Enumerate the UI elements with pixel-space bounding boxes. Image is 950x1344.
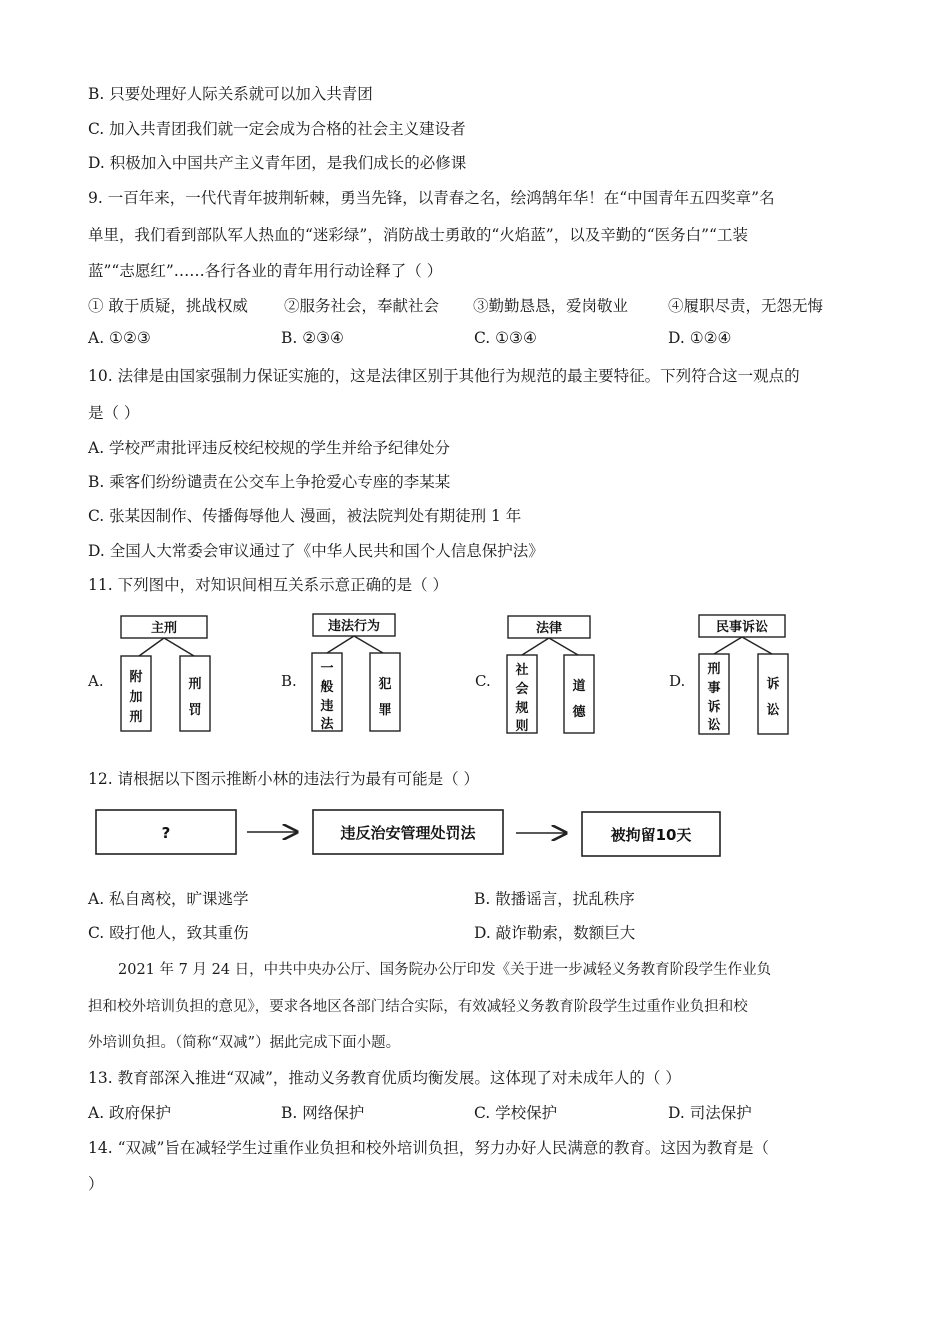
diagram-c-left-2: 会 (515, 682, 529, 697)
q13-choice-b: B. 网络保护 (281, 1104, 365, 1122)
q14-stem-line1: 14. “双减”旨在减轻学生过重作业负担和校外培训负担，努力办好人民满意的教育。这因为教育是（ (88, 1139, 769, 1157)
q12-option-d: D. 敲诈勒索，数额巨大 (474, 924, 636, 942)
diagram-a-left-3: 刑 (129, 710, 143, 725)
q9-choice-d: D. ①②④ (668, 329, 732, 347)
q10-option-d: D. 全国人大常委会审议通过了《中华人民共和国个人信息保护法》 (88, 542, 544, 560)
diagram-c-label: C. (475, 672, 491, 690)
diagram-a-label: A. (88, 672, 104, 690)
q13-choice-a: A. 政府保护 (88, 1104, 172, 1122)
q12-option-c: C. 殴打他人，致其重伤 (88, 924, 249, 942)
diagram-c-right-1: 道 (572, 679, 586, 694)
diagram-b-left-2: 般 (320, 680, 334, 695)
diagram-c-right-2: 德 (572, 705, 586, 720)
q9-item-2: ②服务社会，奉献社会 (284, 297, 440, 315)
diagram-c-left-1: 社 (515, 663, 529, 678)
passage-line1: 2021 年 7 月 24 日，中共中央办公厅、国务院办公厅印发《关于进一步减轻义务教育阶段学生作业负 (118, 962, 772, 978)
diagram-a-right-box (180, 656, 210, 731)
q8-option-b: B. 只要处理好人际关系就可以加入共青团 (88, 85, 373, 103)
diagram-c-left-4: 则 (515, 719, 529, 734)
passage-line2: 担和校外培训负担的意见》，要求各地区各部门结合实际，有效减轻义务教育阶段学生过重作业负担和校 (88, 999, 748, 1015)
q13-choice-d: D. 司法保护 (668, 1104, 752, 1122)
q10-stem-line1: 10. 法律是由国家强制力保证实施的，这是法律区别于其他行为规范的最主要特征。下列符合这一观点的 (88, 367, 800, 385)
q10-option-c: C. 张某因制作、传播侮辱他人 漫画，被法院判处有期徒刑 1 年 (88, 507, 522, 525)
diagram-b-left-4: 法 (320, 717, 334, 732)
diagram-d-left-1: 刑 (707, 662, 721, 677)
q9-item-1: ① 敢于质疑，挑战权威 (88, 297, 248, 315)
diagram-d-left-4: 讼 (707, 718, 721, 733)
diagram-a-right-2: 罚 (188, 703, 202, 718)
diagram-d-right-2: 讼 (766, 703, 780, 718)
diagram-d-right-box (758, 654, 788, 734)
passage-line3: 外培训负担。（简称“双减”）据此完成下面小题。 (88, 1035, 401, 1051)
diagram-c-top: 法律 (535, 621, 563, 636)
q12-option-a: A. 私自离校，旷课逃学 (88, 890, 249, 908)
diagram-d-top: 民事诉讼 (715, 620, 769, 635)
diagram-b-left-3: 违 (320, 699, 334, 714)
diagram-b-right-box (370, 653, 400, 731)
q9-item-3: ③勤勤恳恳，爱岗敬业 (473, 297, 629, 315)
diagram-d-left-3: 诉 (707, 700, 721, 715)
flow-text-unknown: ? (161, 824, 171, 842)
q10-stem-line2: 是（ ） (88, 404, 140, 422)
diagram-b-label: B. (281, 672, 297, 690)
q9-choice-c: C. ①③④ (474, 329, 537, 347)
q12-flow-diagram (0, 798, 950, 868)
diagram-b-top: 违法行为 (327, 619, 381, 634)
diagram-d-left-2: 事 (707, 681, 721, 696)
diagram-a-top: 主刑 (150, 621, 178, 636)
diagram-b-right-2: 罪 (378, 703, 392, 718)
q9-item-4: ④履职尽责，无怨无悔 (668, 297, 824, 315)
q13-stem: 13. 教育部深入推进“双减”，推动义务教育优质均衡发展。这体现了对未成年人的（ ） (88, 1069, 681, 1087)
q9-stem-line3: 蓝”“志愿红”……各行各业的青年用行动诠释了（ ） (88, 262, 443, 280)
diagram-b-right-1: 犯 (378, 677, 392, 692)
q9-stem-line1: 9. 一百年来，一代代青年披荆斩棘，勇当先锋，以青春之名，绘鸿鹄年华！在“中国青年五四奖章”名 (88, 189, 775, 207)
q9-choice-b: B. ②③④ (281, 329, 344, 347)
q10-option-b: B. 乘客们纷纷谴责在公交车上争抢爱心专座的李某某 (88, 473, 451, 491)
diagram-a-left-1: 附 (129, 670, 143, 685)
q8-option-c: C. 加入共青团我们就一定会成为合格的社会主义建设者 (88, 120, 466, 138)
flow-text-law: 违反治安管理处罚法 (340, 824, 476, 842)
diagram-a-right-1: 刑 (188, 677, 202, 692)
q9-choice-a: A. ①②③ (88, 329, 151, 347)
diagram-a-left-2: 加 (129, 690, 143, 705)
diagram-d-right-1: 诉 (766, 677, 780, 692)
q10-option-a: A. 学校严肃批评违反校纪校规的学生并给予纪律处分 (88, 439, 451, 457)
q14-stem-line2: ） (88, 1175, 104, 1193)
diagram-b-left-1: 一 (320, 661, 334, 676)
q12-option-b: B. 散播谣言，扰乱秩序 (474, 890, 635, 908)
diagram-c-left-3: 规 (515, 701, 529, 716)
q13-choice-c: C. 学校保护 (474, 1104, 558, 1122)
q12-stem: 12. 请根据以下图示推断小林的违法行为最有可能是（ ） (88, 770, 480, 788)
q9-stem-line2: 单里，我们看到部队军人热血的“迷彩绿”，消防战士勇敢的“火焰蓝”，以及辛勤的“医务白”“工装 (88, 226, 748, 244)
diagram-c-right-box (564, 655, 594, 733)
diagram-d-label: D. (669, 672, 686, 690)
flow-text-detention: 被拘留10天 (610, 826, 692, 844)
q8-option-d: D. 积极加入中国共产主义青年团，是我们成长的必修课 (88, 154, 467, 172)
q11-stem: 11. 下列图中，对知识间相互关系示意正确的是（ ） (88, 576, 449, 594)
